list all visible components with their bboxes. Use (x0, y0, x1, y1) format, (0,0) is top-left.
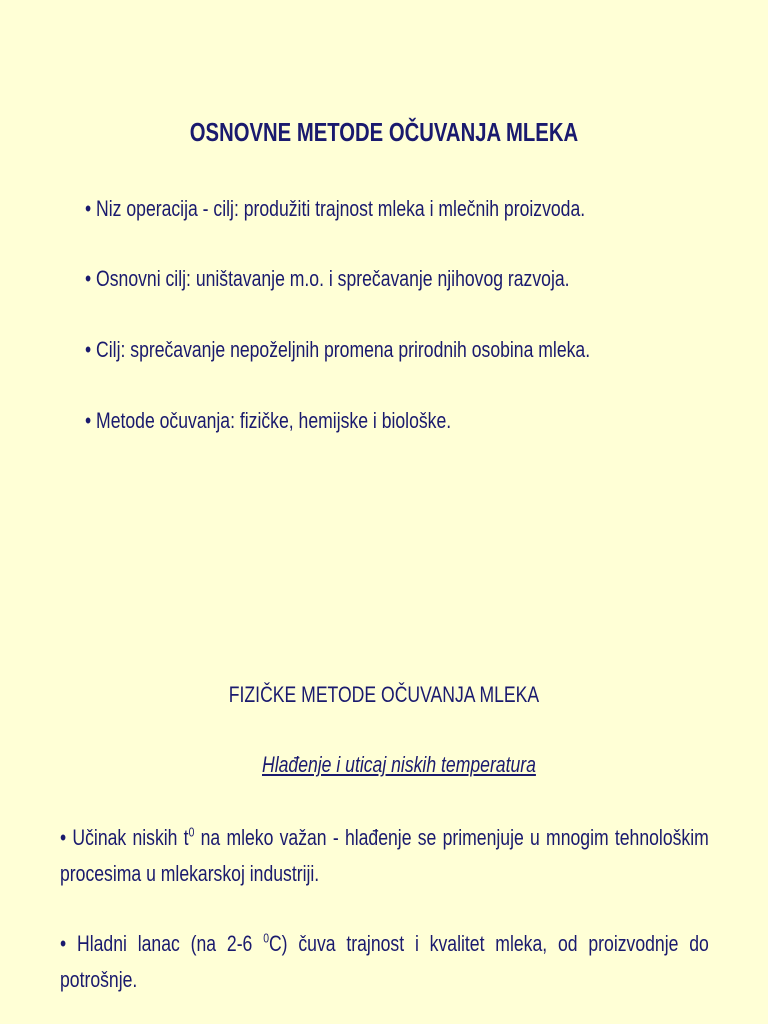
paragraph-text: • Učinak niskih t (60, 825, 189, 850)
paragraph-text: na mleko važan - hlađenje se primenjuje u mnogim tehnološkim procesima u mlekarskoj industriji. (60, 825, 709, 886)
section-title (0, 682, 768, 708)
bullet-item: • Niz operacija - cilj: produžiti trajnost mleka i mlečnih proizvoda. (85, 196, 586, 221)
bullet-item: • Osnovni cilj: uništavanje m.o. i sprečavanje njihovog razvoja. (85, 266, 570, 291)
section-subtitle: Hlađenje i uticaj niskih temperatura (262, 752, 536, 777)
paragraph-text: • Hladni lanac (na 2-6 (60, 931, 264, 956)
paragraph-cold-effect (60, 820, 709, 892)
superscript: 0 (188, 824, 195, 840)
slide-title-text: OSNOVNE METODE OČUVANJA MLEKA (189, 117, 579, 147)
bullet-item: • Cilj: sprečavanje nepoželjnih promena prirodnih osobina mleka. (85, 337, 591, 362)
paragraph-cold-chain (60, 926, 709, 998)
superscript: 0 (263, 930, 269, 946)
paragraph-text: C) čuva trajnost i kvalitet mleka, od proizvodnje do potrošnje. (60, 931, 709, 992)
bullet-item: • Metode očuvanja: fizičke, hemijske i biološke. (85, 408, 452, 433)
slide-title (0, 117, 768, 148)
section-title-text: FIZIČKE METODE OČUVANJA MLEKA (228, 682, 540, 707)
